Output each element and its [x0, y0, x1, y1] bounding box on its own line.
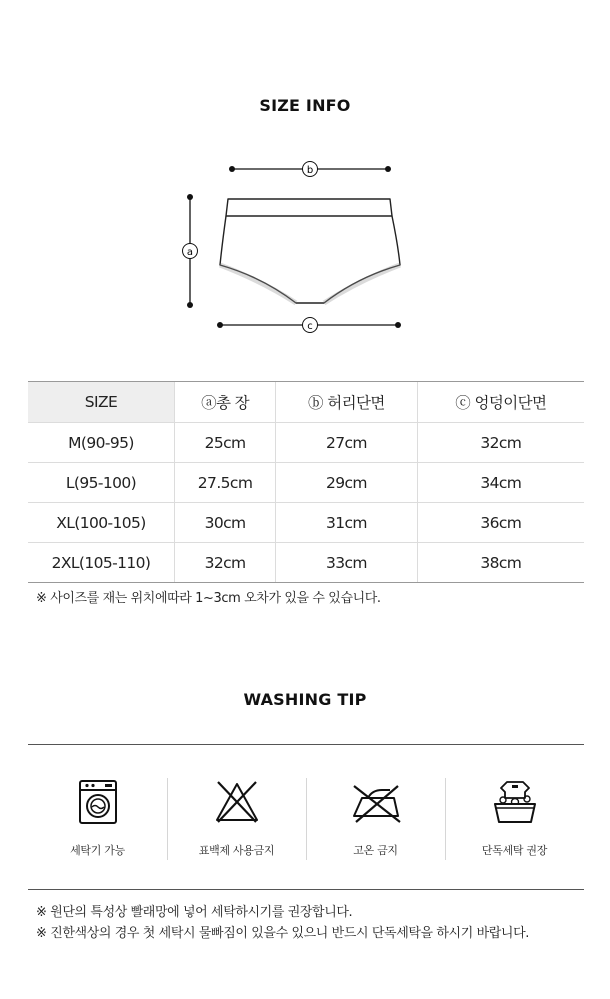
divider-top	[28, 744, 584, 745]
total-length-value: 25cm	[175, 423, 276, 463]
diagram-label-b: b	[306, 165, 314, 176]
hip-value: 36cm	[417, 503, 584, 543]
total-length-value: 32cm	[175, 543, 276, 583]
size-info-title: SIZE INFO	[259, 96, 351, 115]
total-length-value: 30cm	[175, 503, 276, 543]
size-table	[28, 381, 584, 583]
total-length-value: 27.5cm	[175, 463, 276, 503]
diagram-label-a: a	[186, 247, 194, 258]
wash-label-machine: 세탁기 가능	[70, 844, 125, 857]
table-row	[28, 503, 584, 543]
brief-size-diagram	[170, 155, 430, 340]
diagram-label-c: c	[307, 321, 313, 332]
hand-wash-basin-icon	[491, 778, 539, 826]
size-name: M(90-95)	[28, 423, 175, 463]
wash-item-separate	[445, 778, 584, 860]
hip-value: 34cm	[417, 463, 584, 503]
size-table-header-row	[28, 382, 584, 423]
waist-value: 29cm	[276, 463, 418, 503]
table-row	[28, 543, 584, 583]
washing-machine-icon	[77, 778, 119, 826]
size-name: L(95-100)	[28, 463, 175, 503]
hip-value: 32cm	[417, 423, 584, 463]
table-row	[28, 463, 584, 503]
wash-label-separate: 단독세탁 권장	[481, 844, 548, 857]
wash-label-no-iron: 고온 금지	[353, 844, 398, 857]
wash-item-no-bleach	[167, 778, 306, 860]
washing-note-1: ※ 원단의 특성상 빨래망에 넣어 세탁하시기를 권장합니다.	[36, 905, 353, 920]
brief-outline	[220, 199, 400, 303]
size-name: 2XL(105-110)	[28, 543, 175, 583]
wash-item-no-iron	[306, 778, 445, 860]
divider-bottom	[28, 889, 584, 890]
size-name: XL(100-105)	[28, 503, 175, 543]
washing-tip-title: WASHING TIP	[243, 690, 367, 709]
no-bleach-icon	[212, 778, 262, 826]
washing-note-2: ※ 진한색상의 경우 첫 세탁시 물빠짐이 있을수 있으니 반드시 단독세탁을 하시기 바랍니다.	[36, 926, 529, 941]
table-row	[28, 423, 584, 463]
header-size: SIZE	[28, 382, 175, 423]
wash-label-no-bleach: 표백제 사용금지	[198, 844, 275, 857]
size-note: ※ 사이즈를 재는 위치에따라 1~3cm 오차가 있을 수 있습니다.	[36, 591, 381, 606]
header-total-length: ⓐ총 장	[175, 382, 276, 423]
hip-value: 38cm	[417, 543, 584, 583]
no-iron-icon	[348, 778, 404, 826]
header-waist: ⓑ 허리단면	[276, 382, 418, 423]
waist-value: 31cm	[276, 503, 418, 543]
header-hip: ⓒ 엉덩이단면	[417, 382, 584, 423]
waist-value: 27cm	[276, 423, 418, 463]
waist-value: 33cm	[276, 543, 418, 583]
wash-item-machine	[28, 778, 167, 860]
